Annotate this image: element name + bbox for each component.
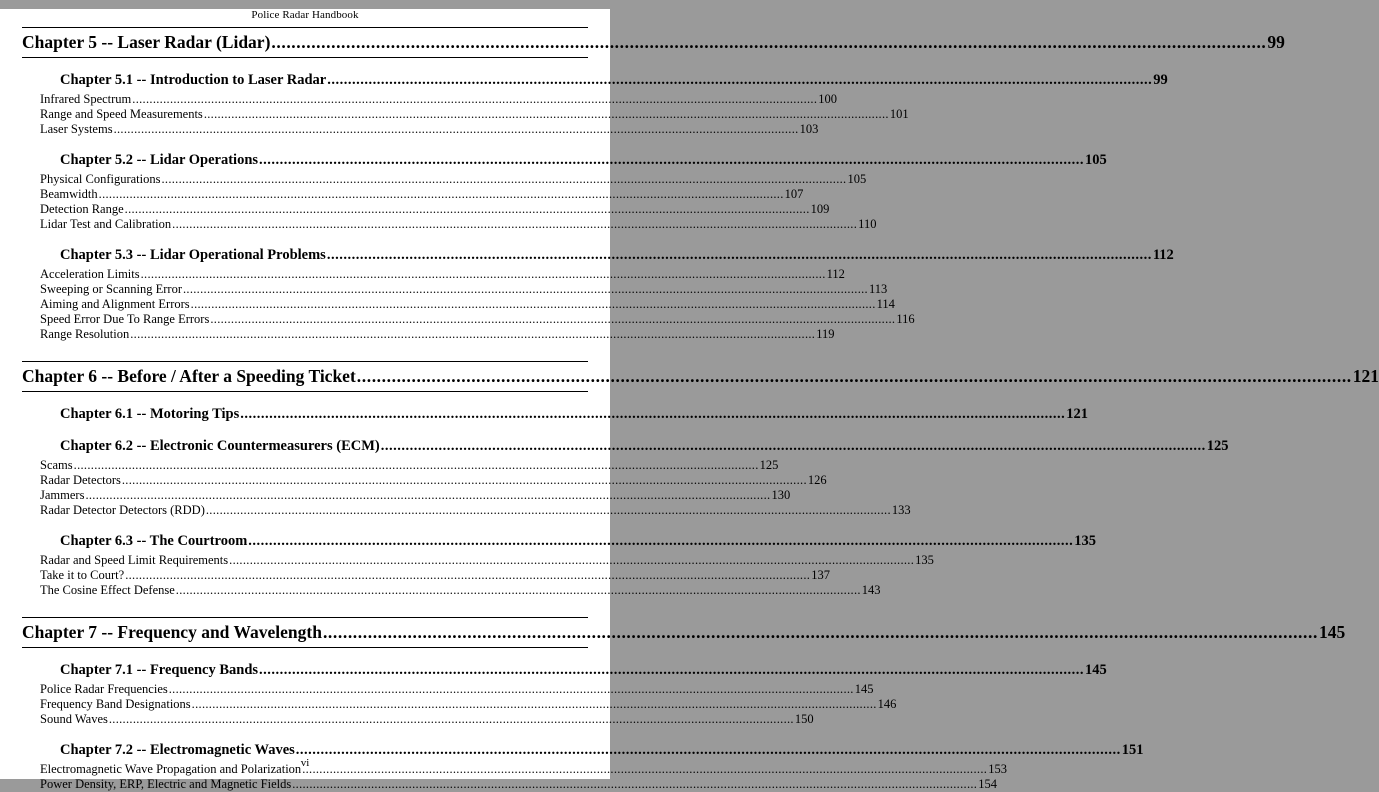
entry-title: Beamwidth [40, 187, 98, 201]
toc-entry[interactable] [40, 327, 835, 342]
chapter-page: 121 [1352, 366, 1379, 386]
section-entry[interactable] [60, 533, 1097, 550]
leader-dots [271, 32, 1266, 50]
entry-page: 145 [854, 682, 874, 696]
toc-entry[interactable] [40, 697, 897, 712]
entry-title: Scams [40, 458, 73, 472]
entry-page: 110 [858, 217, 877, 231]
entry-page: 114 [876, 297, 895, 311]
leader-dots [259, 152, 1084, 167]
entry-title: Radar Detector Detectors (RDD) [40, 503, 205, 517]
section-title: Chapter 6.1 -- Motoring Tips [60, 406, 240, 422]
toc-entry[interactable] [40, 282, 888, 297]
toc-entry[interactable] [40, 568, 830, 583]
entry-page: 107 [784, 187, 804, 201]
leader-dots [141, 267, 826, 280]
toc-entry[interactable] [40, 712, 814, 727]
chapter-entry[interactable] [22, 32, 1285, 53]
chapter-title: Chapter 6 -- Before / After a Speeding Ticket [22, 366, 356, 386]
toc-entry[interactable] [40, 682, 874, 697]
chapter-rule-bottom [22, 647, 588, 648]
toc-entry[interactable] [40, 312, 915, 327]
section-title: Chapter 5.2 -- Lidar Operations [60, 152, 259, 168]
entry-page: 153 [988, 762, 1007, 776]
entry-page: 126 [807, 473, 827, 487]
leader-dots [74, 458, 759, 471]
section-entry[interactable] [60, 406, 1088, 423]
entry-page: 143 [861, 583, 881, 597]
entry-title: Take it to Court? [40, 568, 125, 582]
leader-dots [381, 438, 1206, 453]
leader-dots [192, 697, 877, 710]
chapter-page: 99 [1267, 32, 1285, 52]
chapter-rule-top [22, 617, 588, 618]
entry-title: Detection Range [40, 202, 124, 216]
leader-dots [114, 122, 799, 135]
chapter-page: 145 [1318, 622, 1346, 642]
leader-dots [125, 202, 810, 215]
entry-page: 109 [810, 202, 830, 216]
leader-dots [323, 622, 1318, 640]
section-title: Chapter 6.3 -- The Courtroom [60, 533, 248, 549]
toc-entry[interactable] [40, 187, 804, 202]
toc-entry[interactable] [40, 553, 934, 568]
leader-dots [183, 282, 868, 295]
section-entry[interactable] [60, 438, 1229, 455]
chapter-entry[interactable] [22, 366, 1379, 387]
toc-entry[interactable] [40, 217, 877, 232]
entry-title: Power Density, ERP, Electric and Magnetic Fields [40, 777, 292, 791]
leader-dots [85, 488, 770, 501]
entry-page: 100 [818, 92, 838, 106]
entry-title: Laser Systems [40, 122, 113, 136]
chapter-rule-top [22, 27, 588, 28]
running-head: Police Radar Handbook [251, 9, 359, 21]
leader-dots [191, 297, 876, 310]
toc-entry[interactable] [40, 473, 827, 488]
toc-entry[interactable] [40, 202, 830, 217]
entry-title: Infrared Spectrum [40, 92, 132, 106]
leader-dots [229, 553, 914, 566]
entry-title: Police Radar Frequencies [40, 682, 168, 696]
toc-entry[interactable] [40, 488, 791, 503]
entry-page: 103 [799, 122, 819, 136]
entry-page: 119 [816, 327, 835, 341]
entry-title: Radar and Speed Limit Requirements [40, 553, 229, 567]
leader-dots [210, 312, 895, 325]
chapter-rule-top [22, 361, 588, 362]
entry-page: 112 [826, 267, 845, 281]
entry-page: 125 [759, 458, 779, 472]
leader-dots [292, 777, 977, 790]
leader-dots [248, 533, 1073, 548]
chapter-entry[interactable] [22, 622, 1346, 643]
section-page: 112 [1152, 247, 1174, 263]
leader-dots [357, 366, 1352, 384]
leader-dots [204, 107, 889, 120]
chapter-block [22, 27, 1285, 342]
leader-dots [169, 682, 854, 695]
entry-title: Jammers [40, 488, 85, 502]
entry-title: Aiming and Alignment Errors [40, 297, 190, 311]
entry-title: Physical Configurations [40, 172, 161, 186]
table-of-contents [0, 27, 1379, 792]
page-folio: vi [300, 757, 310, 769]
leader-dots [259, 662, 1084, 677]
leader-dots [125, 568, 810, 581]
entry-page: 130 [771, 488, 791, 502]
leader-dots [109, 712, 794, 725]
entry-page: 116 [896, 312, 915, 326]
leader-dots [240, 406, 1065, 421]
entry-title: Acceleration Limits [40, 267, 140, 281]
toc-entry[interactable] [40, 458, 779, 473]
section-entry[interactable] [60, 72, 1168, 89]
entry-title: Speed Error Due To Range Errors [40, 312, 210, 326]
entry-page: 113 [868, 282, 888, 296]
toc-entry[interactable] [40, 777, 997, 792]
section-page: 121 [1066, 406, 1088, 422]
leader-dots [172, 217, 857, 230]
entry-page: 105 [847, 172, 867, 186]
toc-entry[interactable] [40, 583, 881, 598]
section-title: Chapter 7.2 -- Electromagnetic Waves [60, 742, 295, 758]
toc-entry[interactable] [40, 267, 845, 282]
toc-entry[interactable] [40, 107, 909, 122]
toc-entry[interactable] [40, 503, 911, 518]
toc-entry[interactable] [40, 297, 895, 312]
leader-dots [296, 742, 1121, 757]
chapter-rule-bottom [22, 57, 588, 58]
toc-entry[interactable] [40, 122, 819, 137]
section-page: 135 [1074, 533, 1097, 549]
leader-dots [327, 247, 1152, 262]
section-page: 105 [1085, 152, 1107, 168]
leader-dots [99, 187, 784, 200]
entry-title: The Cosine Effect Defense [40, 583, 175, 597]
chapter-block [22, 361, 1379, 598]
entry-title: Electromagnetic Wave Propagation and Polarization [40, 762, 302, 776]
entry-page: 150 [794, 712, 814, 726]
leader-dots [130, 327, 815, 340]
section-entry[interactable] [60, 247, 1174, 264]
leader-dots [206, 503, 891, 516]
entry-title: Lidar Test and Calibration [40, 217, 172, 231]
entry-page: 101 [889, 107, 909, 121]
chapter-title: Chapter 5 -- Laser Radar (Lidar) [22, 32, 271, 52]
leader-dots [132, 92, 817, 105]
entry-title: Sound Waves [40, 712, 108, 726]
section-title: Chapter 5.3 -- Lidar Operational Problems [60, 247, 326, 263]
section-page: 145 [1085, 662, 1107, 678]
document-page [0, 9, 1379, 791]
entry-title: Range and Speed Measurements [40, 107, 203, 121]
leader-dots [161, 172, 846, 185]
section-page: 151 [1121, 742, 1144, 758]
entry-title: Frequency Band Designations [40, 697, 191, 711]
leader-dots [122, 473, 807, 486]
entry-page: 154 [978, 777, 997, 791]
entry-page: 135 [915, 553, 934, 567]
toc-entry[interactable] [40, 172, 867, 187]
entry-page: 133 [891, 503, 911, 517]
section-page: 99 [1153, 72, 1168, 88]
chapter-rule-bottom [22, 391, 588, 392]
entry-title: Sweeping or Scanning Error [40, 282, 182, 296]
section-entry[interactable] [60, 662, 1107, 679]
section-title: Chapter 7.1 -- Frequency Bands [60, 662, 259, 678]
section-title: Chapter 6.2 -- Electronic Countermeasurers (ECM) [60, 438, 380, 454]
leader-dots [327, 72, 1152, 87]
entry-title: Range Resolution [40, 327, 130, 341]
section-entry[interactable] [60, 152, 1107, 169]
entry-title: Radar Detectors [40, 473, 121, 487]
leader-dots [176, 583, 861, 596]
entry-page: 137 [811, 568, 830, 582]
toc-entry[interactable] [40, 92, 838, 107]
entry-page: 146 [877, 697, 897, 711]
section-page: 125 [1206, 438, 1229, 454]
chapter-title: Chapter 7 -- Frequency and Wavelength [22, 622, 322, 642]
section-title: Chapter 5.1 -- Introduction to Laser Radar [60, 72, 327, 88]
